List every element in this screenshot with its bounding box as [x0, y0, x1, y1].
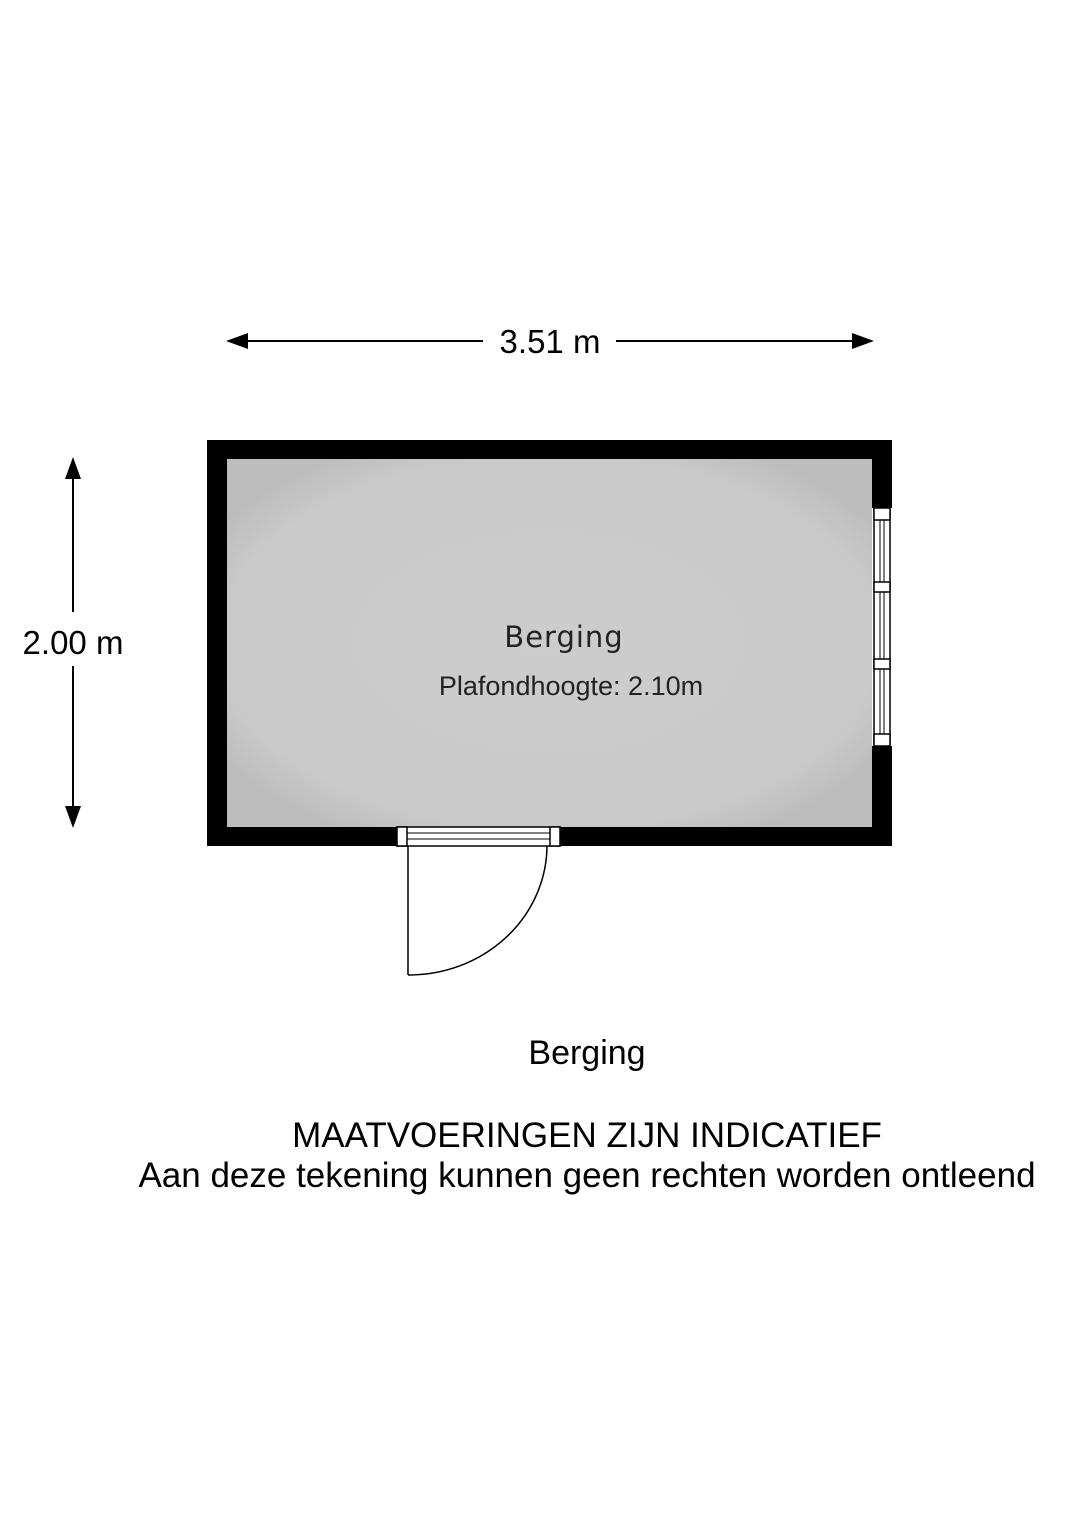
door-bottom: [397, 827, 560, 975]
arrow-up-icon: [65, 457, 81, 479]
height-dimension-label: 2.00 m: [22, 624, 124, 661]
width-dimension-label: 3.51 m: [499, 323, 601, 360]
arrow-right-icon: [852, 333, 874, 349]
room-name-label: Berging: [504, 620, 624, 654]
wall-right-top: [872, 440, 892, 508]
arrow-down-icon: [65, 806, 81, 828]
plan-title: Berging: [528, 1034, 646, 1072]
width-dimension: [226, 323, 874, 360]
arrow-left-icon: [226, 333, 248, 349]
wall-left: [207, 440, 227, 846]
wall-bottom-right: [560, 827, 892, 846]
ceiling-height-label: Plafondhoogte: 2.10m: [438, 671, 704, 701]
wall-right-bottom: [872, 746, 892, 846]
room-berging: [207, 440, 892, 975]
height-dimension: [23, 457, 124, 828]
wall-bottom-left: [207, 827, 397, 846]
window-right: [874, 508, 890, 746]
wall-top: [207, 440, 892, 459]
disclaimer-heading: MAATVOERINGEN ZIJN INDICATIEF: [292, 1116, 882, 1155]
door-swing-arc: [408, 846, 547, 975]
disclaimer-text: Aan deze tekening kunnen geen rechten worden ontleend: [138, 1156, 1036, 1195]
